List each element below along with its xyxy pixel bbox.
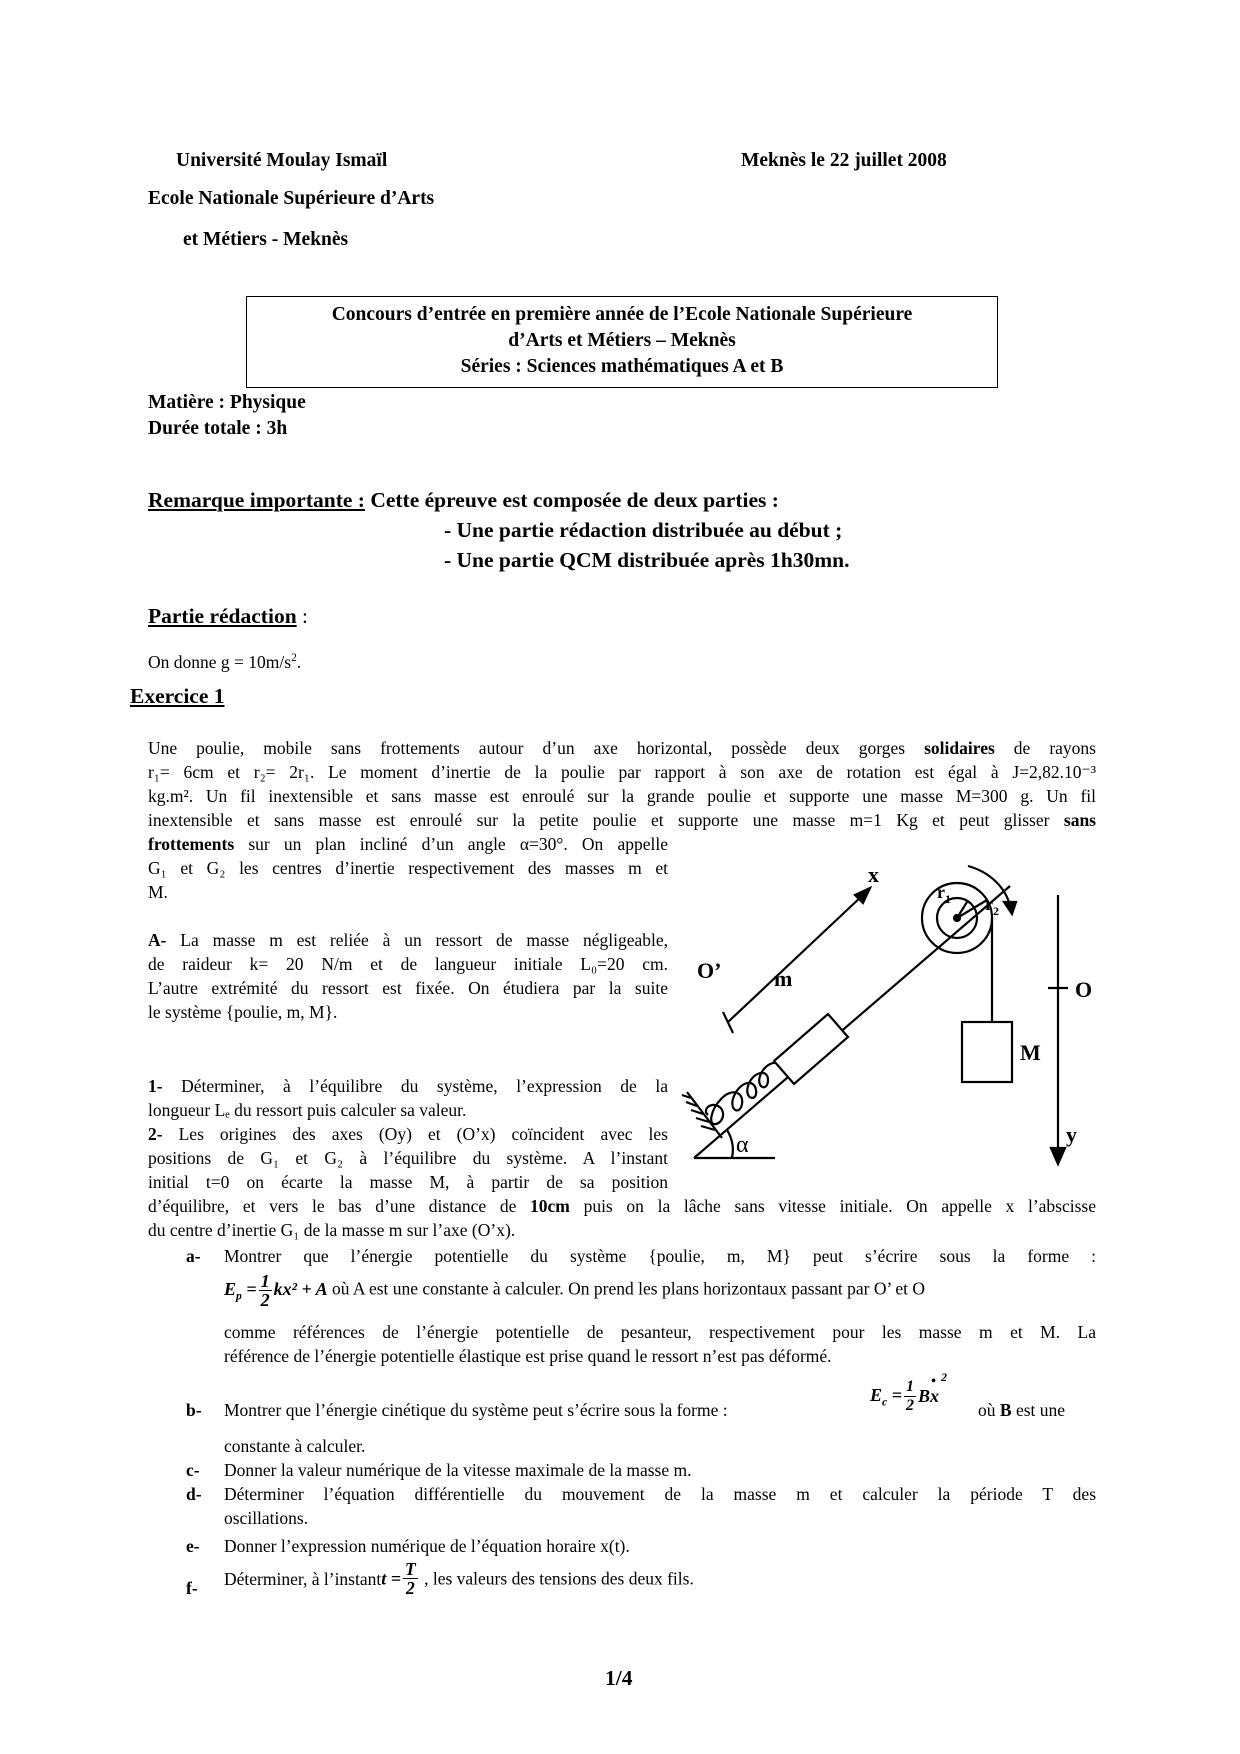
ec-half-fraction [904,1378,916,1415]
y-axis-arrowhead [1051,1148,1065,1164]
t-num: T [405,1559,416,1579]
intro-line-1a: Une poulie, mobile sans frottements autour d’un axe horizontal, possède deux gorges [148,738,925,758]
sub-f-text-a: Déterminer, à l’instant [224,1568,382,1589]
sub-f-line [224,1560,694,1597]
ep-half-den: 2 [260,1290,270,1310]
school-name-line2: et Métiers - Meknès [183,229,349,250]
school-name-line1: Ecole Nationale Supérieure d’Arts [148,188,435,209]
question-2-line-1 [148,1122,668,1146]
sub-c-label: c- [186,1460,200,1480]
sub-b-line-1-end [978,1398,1065,1422]
label-m: m [774,966,793,991]
sub-a-label: a- [186,1246,201,1266]
label-r2-text: r [985,894,993,914]
o-prime-tick [723,1012,733,1033]
sub-b-end-b: est une [1011,1400,1066,1420]
pulley-figure [680,840,1120,1170]
sub-a-line-1: Montrer que l’énergie potentielle du système {poulie, m, M} peut s’écrire sous la forme : [224,1246,1096,1266]
sub-e-label: e- [186,1536,200,1556]
sub-a-line-4: référence de l’énergie potentielle élastique est prise quand le ressort n’est pas déformé. [224,1346,832,1366]
ep-sub: p [236,1289,242,1303]
intro-line-3: kg.m². Un fil inextensible et sans masse est enroulé sur la grande poulie et supporte une masse M=300 g. Un fil [148,786,1096,806]
ec-lhs: E [870,1384,883,1405]
question-2-line-4b: puis on la lâche sans vitesse initiale. On appelle x l’abscisse [569,1196,1097,1216]
question-1-label: 1- [148,1076,163,1096]
ec-formula [870,1370,947,1415]
sub-f-text-b: , les valeurs des tensions des deux fils. [419,1568,694,1589]
intro-line-7: M. [148,882,168,902]
label-r1-text: r [937,882,945,902]
intro-line-5 [148,832,668,856]
label-r2-sub: 2 [993,904,999,918]
ep-half-fraction [259,1272,272,1309]
sub-a-line-2 [224,1272,925,1309]
part-a-line-1-text: La masse m est reliée à un ressort de masse négligeable, [166,930,668,950]
wall-line [687,1092,722,1138]
partie-heading [148,604,308,629]
ec-x: x [929,1386,939,1406]
exam-title-line3: Séries : Sciences mathématiques A et B [460,356,784,377]
ep-formula [224,1271,328,1310]
exercise-title: Exercice 1 [130,684,225,708]
sub-b-line-1: Montrer que l’énergie cinétique du système peut s’écrire sous la forme : [224,1400,728,1420]
label-x: x [868,862,879,887]
intro-line-1 [148,736,1096,760]
t-fraction [403,1560,418,1597]
intro-line-4a: inextensible et sans masse est enroulé sur la petite poulie et supporte une masse m=1 Kg et peut glisser [148,810,1064,830]
block-m [774,1014,848,1084]
part-a-line-4: le système {poulie, m, M}. [148,1002,338,1022]
exam-title-line2: d’Arts et Métiers – Meknès [508,330,736,351]
question-2-line-3: initial t=0 on écarte la masse M, à partir de sa position [148,1172,668,1192]
intro-line-5-bold: frottements [148,834,235,854]
university-name: Université Moulay Ismaïl [176,150,388,171]
ec-equals: = [891,1384,902,1405]
sub-e-text: Donner l’expression numérique de l’équation horaire x(t). [224,1536,630,1556]
remark-item-2: - Une partie QCM distribuée après 1h30mn. [444,548,850,572]
ep-lhs: E [224,1278,237,1299]
question-1-text: Déterminer, à l’équilibre du système, l’expression de la [162,1076,668,1096]
t-var: t [381,1568,387,1589]
given-gravity [148,646,301,674]
sub-b-line-2: constante à calculer. [224,1436,366,1456]
ec-b: B [917,1386,930,1406]
question-2-line-4 [148,1194,1096,1218]
given-gravity-exp: 2 [291,652,297,664]
label-o-prime: O’ [697,958,722,983]
ec-exp: 2 [940,1370,947,1384]
duration: Durée totale : 3h [148,418,288,439]
sub-c-text: Donner la valeur numérique de la vitesse maximale de la masse m. [224,1460,692,1480]
exam-title-line1: Concours d’entrée en première année de l’Ecole Nationale Supérieure [331,304,913,325]
ec-dot: • [930,1374,936,1389]
part-a-line-2: de raideur k= 20 N/m et de langueur initiale L₀=20 cm. [148,954,668,974]
intro-line-6: G₁ et G₂ les centres d’inertie respectivement des masses m et [148,858,668,878]
sub-a-line-2-text: où A est une constante à calculer. On prend les plans horizontaux passant par O’ et O [327,1278,926,1299]
intro-line-4 [148,808,1096,832]
sub-d-line-1: Déterminer l’équation différentielle du mouvement de la masse m et calculer la période T des [224,1484,1096,1504]
ep-half-num: 1 [260,1271,270,1291]
remark-heading [148,488,779,513]
ep-equals: = [246,1278,257,1299]
sub-b-end-a: où [978,1400,1000,1420]
alpha-arc [727,1130,733,1158]
ec-half-den: 2 [905,1397,914,1414]
part-a-line-1 [148,928,668,952]
question-2-label: 2- [148,1124,163,1144]
intro-line-2: r₁= 6cm et r₂= 2r₁. Le moment d’inertie de la poulie par rapport à son axe de rotation est égal à J=2,82.10⁻³ [148,762,1096,782]
label-r1-sub: 1 [945,892,951,906]
part-a-line-3: L’autre extrémité du ressort est fixée. On étudiera par la suite [148,978,668,998]
given-gravity-text: On donne g = 10m/s [148,651,292,672]
intro-line-1-bold: solidaires [924,738,995,758]
x-axis-line [728,895,863,1022]
remark-label: Remarque importante : [148,488,365,512]
question-2-line-2: positions de G₁ et G₂ à l’équilibre du système. A l’instant [148,1148,668,1168]
partie-colon: : [296,604,309,628]
t-den: 2 [405,1578,415,1598]
question-1-line-1 [148,1074,668,1098]
place-date: Meknès le 22 juillet 2008 [741,150,947,171]
label-O: O [1075,977,1093,1002]
intro-line-5b: sur un plan incliné d’un angle α=30°. On appelle [234,834,668,854]
remark-text: Cette épreuve est composée de deux parties : [364,488,779,512]
question-2-line-5: du centre d’inertie G₁ de la masse m sur l’axe (O’x). [148,1220,516,1240]
ep-rhs: kx² + A [273,1278,328,1299]
intro-line-1b: de rayons [994,738,1096,758]
page-number: 1/4 [605,1666,633,1690]
sub-d-label: d- [186,1484,202,1504]
subject: Matière : Physique [148,392,306,413]
question-2-text: Les origines des axes (Oy) et (O’x) coïncident avec les [162,1124,668,1144]
block-M [962,1022,1012,1082]
label-M: M [1020,1040,1041,1065]
remark-item-1: - Une partie rédaction distribuée au début ; [444,518,843,542]
question-1-line-2: longueur Lₑ du ressort puis calculer sa valeur. [148,1100,467,1120]
ec-sub: c [882,1395,888,1409]
question-2-line-4-bold: 10cm [530,1196,570,1216]
part-a-label: A- [148,930,167,950]
sub-a-line-3: comme références de l’énergie potentielle de pesanteur, respectivement pour les masse m et M. La [224,1322,1096,1342]
sub-b-end-bold: B [999,1400,1012,1420]
partie-label: Partie rédaction [148,604,297,628]
sub-f-label: f- [186,1578,198,1598]
question-2-line-4a: d’équilibre, et vers le bas d’une distance de [148,1196,531,1216]
exam-title-box [246,296,998,388]
given-gravity-suffix: . [296,651,302,672]
sub-d-line-2: oscillations. [224,1508,309,1528]
label-alpha: α [736,1132,749,1158]
label-y: y [1066,1122,1077,1147]
sub-b-label: b- [186,1400,202,1420]
intro-line-4-bold: sans [1063,810,1096,830]
ec-half-num: 1 [905,1378,914,1395]
t-equals: = [390,1568,402,1589]
